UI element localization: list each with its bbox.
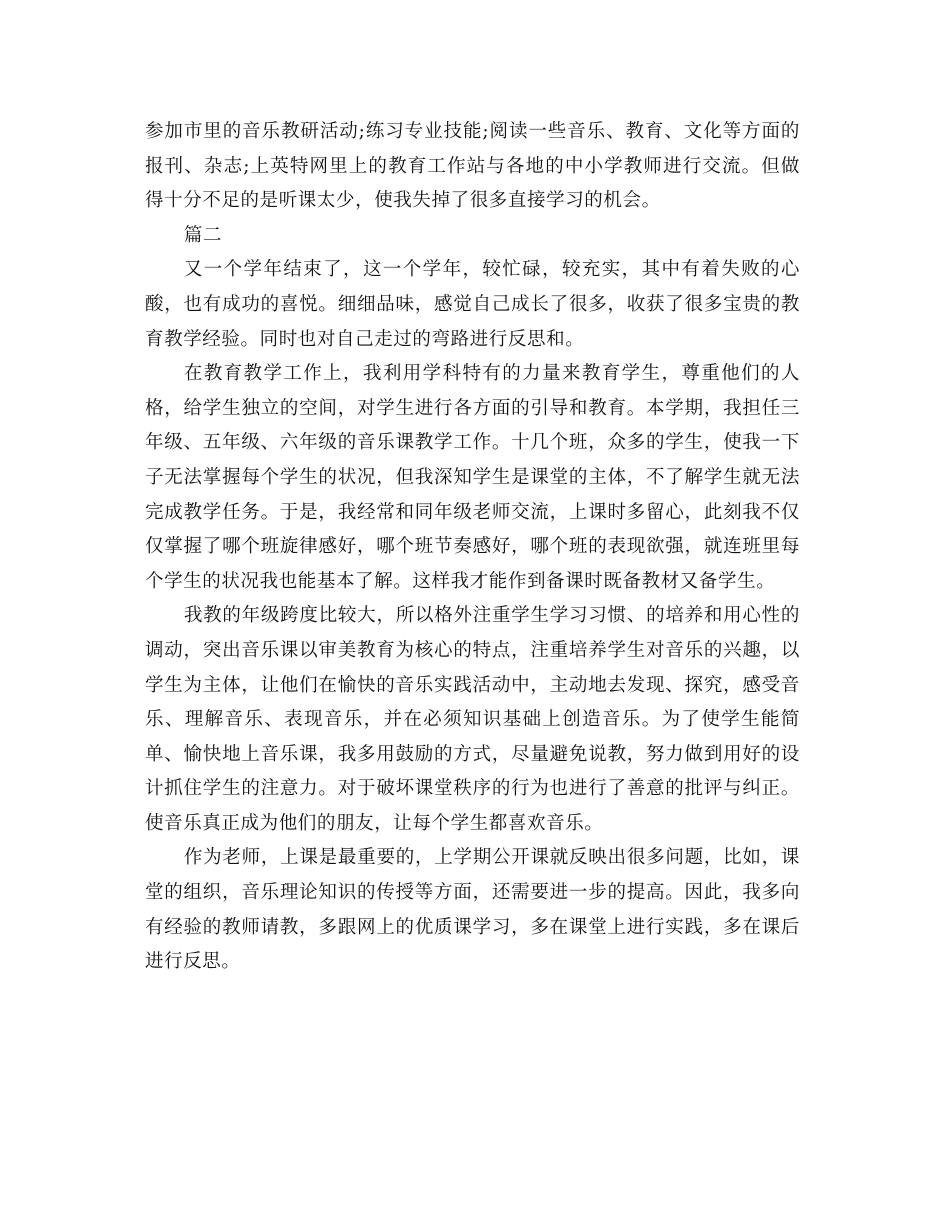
paragraph-teaching-work: 在教育教学工作上，我利用学科特有的力量来教育学生，尊重他们的人格，给学生独立的空间，对学生进行各方面的引导和教育。本学期，我担任三年级、五年级、六年级的音乐课教学工作。十几个班，众多的学生，使我一下子无法掌握每个学生的状况，但我深知学生是课堂的主体，不了解学生就无法完成教学任务。于是，我经常和同年级老师交流，上课时多留心，此刻我不仅仅掌握了哪个班旋律感好，哪个班节奏感好，哪个班的表现欲强，就连班里每个学生的状况我也能基本了解。这样我才能作到备课时既备教材又备学生。: [145, 363, 800, 592]
section-heading: 篇二: [183, 224, 223, 246]
paragraph-intro: 又一个学年结束了，这一个学年，较忙碌，较充实，其中有着失败的心酸，也有成功的喜悦。细细品味，感觉自己成长了很多，收获了很多宝贵的教育教学经验。同时也对自己走过的弯路进行反思和。: [145, 259, 800, 350]
paragraph-habits: 我教的年级跨度比较大，所以格外注重学生学习习惯、的培养和用心性的调动，突出音乐课以审美教育为核心的特点，注重培养学生对音乐的兴趣，以学生为主体，让他们在愉快的音乐实践活动中，主动地去发现、探究，感受音乐、理解音乐、表现音乐，并在必须知识基础上创造音乐。为了使学生能简单、愉快地上音乐课，我多用鼓励的方式，尽量避免说教，努力做到用好的设计抓住学生的注意力。对于破坏课堂秩序的行为也进行了善意的批评与纠正。使音乐真正成为他们的朋友，让每个学生都喜欢音乐。: [145, 605, 800, 834]
document-body: [145, 115, 800, 980]
paragraph-reflection: 作为老师，上课是最重要的，上学期公开课就反映出很多问题，比如，课堂的组织，音乐理论知识的传授等方面，还需要进一步的提高。因此，我多向有经验的教师请教，多跟网上的优质课学习，多在课堂上进行实践，多在课后进行反思。: [145, 847, 800, 973]
paragraph-continuation: 参加市里的音乐教研活动;练习专业技能;阅读一些音乐、教育、文化等方面的报刊、杂志;上英特网里上的教育工作站与各地的中小学教师进行交流。但做得十分不足的是听课太少，使我失掉了很多直接学习的机会。: [145, 121, 800, 212]
